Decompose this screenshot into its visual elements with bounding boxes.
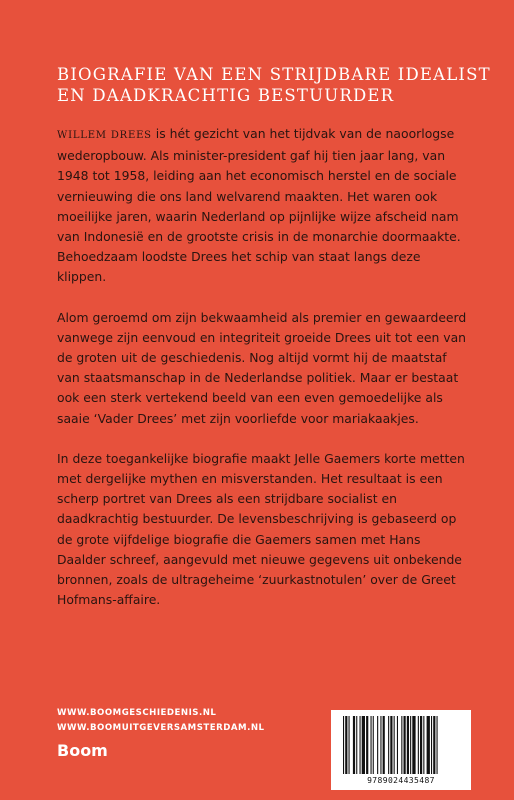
barcode-bar: [362, 716, 365, 774]
barcode-bar: [437, 716, 438, 774]
barcode-bar: [383, 716, 385, 774]
barcode-bar: [433, 716, 435, 774]
headline: [57, 64, 491, 106]
barcode-bar: [420, 716, 422, 774]
publisher-links: [57, 706, 265, 736]
barcode-bar: [366, 716, 368, 774]
barcode-bar: [427, 716, 430, 774]
barcode-bar: [373, 716, 374, 774]
barcode-bars: [341, 716, 461, 774]
barcode-bar: [401, 716, 402, 774]
headline-line-1: BIOGRAFIE VAN EEN STRIJDBARE IDEALIST: [57, 65, 491, 84]
barcode-bar: [397, 716, 398, 774]
barcode-bar: [431, 716, 432, 774]
barcode-bar: [390, 716, 392, 774]
barcode-bar: [371, 716, 372, 774]
barcode-bar: [407, 716, 409, 774]
barcode-bar: [360, 716, 361, 774]
barcode-bar: [356, 716, 357, 774]
barcode-bar: [353, 716, 355, 774]
blurb-paragraph-3: In deze toegankelijke biografie maakt Jelle Gaemers korte metten met dergelijke mythen en misverstanden. Het resultaat is een scherp portret van Drees als een strijdbare socialist en daadkrachtig bestuurder. De levensbeschrijving is gebaseerd op de grote vijfdelige biografie die Gaemers samen met Hans Daalder schreef, aangevuld met nieuwe gegevens uit onbekende bronnen, zoals de ultrageheime ‘zuurkastnotulen’ over de Greet Hofmans-affaire.: [57, 450, 465, 608]
barcode-bar: [380, 716, 381, 774]
barcode-bar: [349, 716, 350, 774]
website-link-1[interactable]: WWW.BOOMGESCHIEDENIS.NL: [57, 708, 217, 718]
barcode-bar: [423, 716, 424, 774]
barcode-bar: [412, 716, 415, 774]
barcode-bar: [345, 716, 347, 774]
barcode-bar: [418, 716, 419, 774]
blurb-text: [57, 124, 467, 630]
website-link-2[interactable]: WWW.BOOMUITGEVERSAMSTERDAM.NL: [57, 723, 265, 733]
headline-line-2: EN DAADKRACHTIG BESTUURDER: [57, 86, 395, 105]
barcode-bar: [394, 716, 395, 774]
barcode-bar: [343, 716, 344, 774]
author-subject-name: WILLEM DREES: [57, 130, 152, 141]
isbn-number: 9789024435487: [367, 776, 435, 785]
blurb-paragraph-1-text: is hét gezicht van het tijdvak van de naoorlogse wederopbouw. Als minister-president gaf hij tien jaar lang, van 1948 tot 1958, leiding aan het economisch herstel en de sociale vernieuwing die ons land welvarend maakten. Het waren ook moeilijke jaren, waarin Nederland op pijnlijke wijze afscheid nam van Indonesië en de grootste crisis in de monarchie doormaakte. Behoedzaam loodste Drees het schip van staat langs deze klippen.: [57, 126, 461, 285]
blurb-paragraph-1: [57, 124, 467, 288]
publisher-logo: Boom: [57, 741, 108, 760]
barcode: [331, 710, 471, 790]
blurb-paragraph-2: Alom geroemd om zijn bekwaamheid als premier en gewaardeerd vanwege zijn eenvoud en integriteit groeide Drees uit tot een van de groten uit de geschiedenis. Nog altijd vormt hij de maatstaf van staatsmanschap in de Nederlandse politiek. Maar er bestaat ook een sterk vertekend beeld van een even gemoedelijke als saaie ‘Vader Drees’ met zijn voorliefde voor mariakaakjes.: [57, 309, 467, 426]
barcode-bar: [410, 716, 411, 774]
barcode-bar: [377, 716, 378, 774]
barcode-bar: [404, 716, 406, 774]
barcode-bar: [388, 716, 389, 774]
